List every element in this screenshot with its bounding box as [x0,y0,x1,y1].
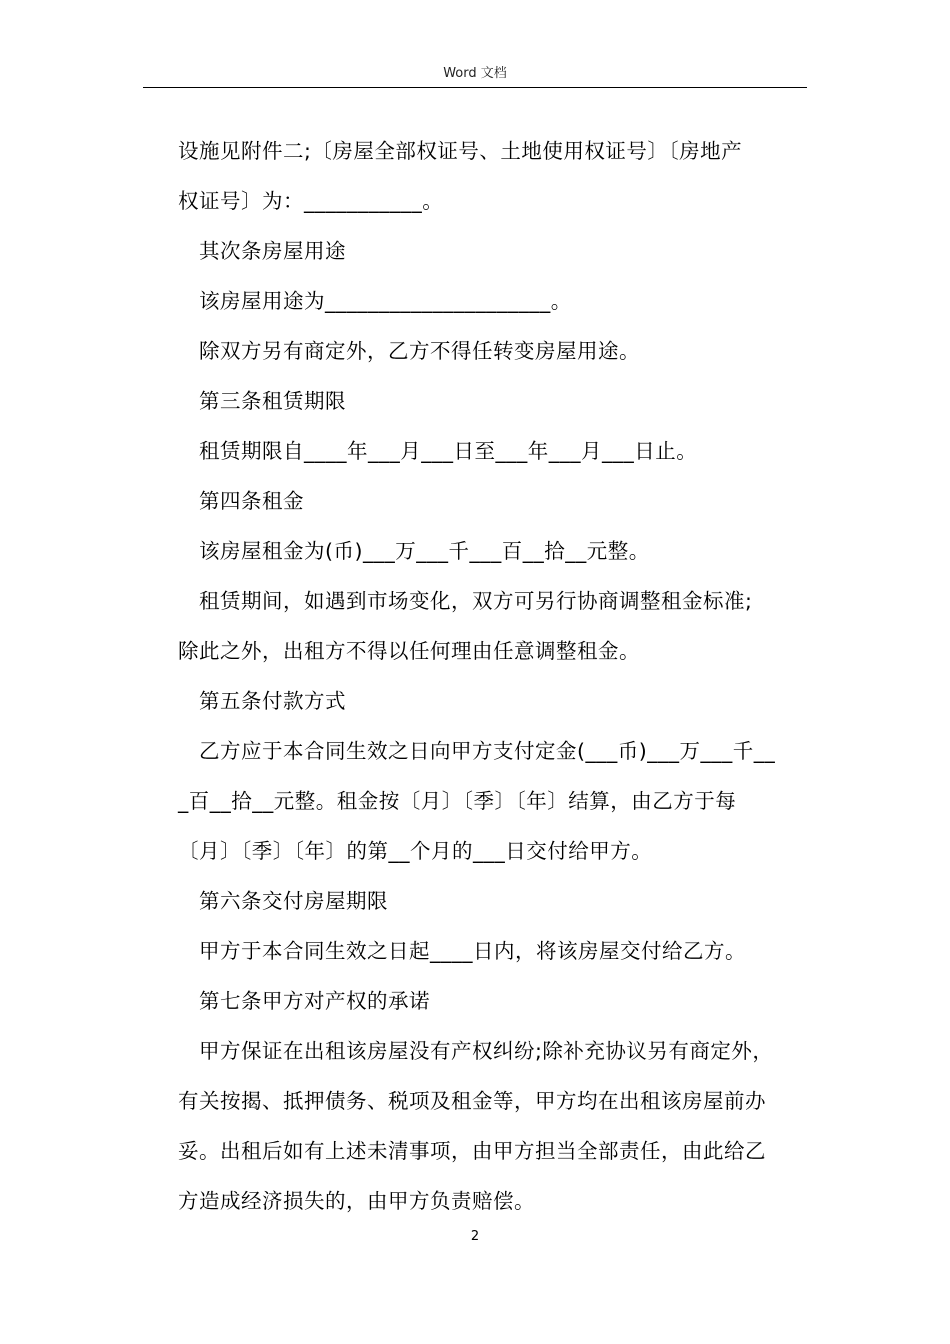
page-header-title: Word 文档 [443,66,507,81]
text-line: 〔月〕〔季〕〔年〕的第__个月的___日交付给甲方。 [178,839,653,863]
section-heading: 其次条房屋用途 [199,239,346,263]
header-divider [143,87,807,88]
text-line: 除此之外，出租方不得以任何理由任意调整租金。 [178,639,640,663]
section-heading: 第六条交付房屋期限 [199,889,388,913]
paragraph: 甲方于本合同生效之日起____日内，将该房屋交付给乙方。 [199,939,746,963]
text-line: 设施见附件二;〔房屋全部权证号、土地使用权证号〕〔房地产 [178,139,743,163]
paragraph: 该房屋用途为_____________________。 [199,289,572,313]
paragraph [178,576,808,676]
text-line: 妥。出租后如有上述未清事项，由甲方担当全部责任，由此给乙 [178,1139,766,1163]
paragraph [178,1026,808,1226]
paragraph: 租赁期限自____年___月___日至___年___月___日止。 [199,439,698,463]
text-line: 甲方保证在出租该房屋没有产权纠纷;除补充协议另有商定外， [199,1039,774,1063]
section-heading: 第三条租赁期限 [199,389,346,413]
section-heading: 第五条付款方式 [199,689,346,713]
text-line: 租赁期间，如遇到市场变化，双方可另行协商调整租金标准; [199,589,753,613]
paragraph: 该房屋租金为(币)___万___千___百__拾__元整。 [199,539,650,563]
text-line: _百__拾__元整。租金按〔月〕〔季〕〔年〕结算，由乙方于每 [178,789,737,813]
page-number: 2 [470,1229,480,1244]
paragraph: 除双方另有商定外，乙方不得任转变房屋用途。 [199,339,640,363]
text-line: 权证号〕为：___________。 [178,189,444,213]
paragraph [178,126,808,226]
document-body [178,126,808,1226]
text-line: 有关按揭、抵押债务、税项及租金等，甲方均在出租该房屋前办 [178,1089,766,1113]
section-heading: 第四条租金 [199,489,304,513]
text-line: 方造成经济损失的，由甲方负责赔偿。 [178,1189,535,1213]
section-heading: 第七条甲方对产权的承诺 [199,989,430,1013]
paragraph [178,726,808,876]
text-line: 乙方应于本合同生效之日向甲方支付定金(___币)___万___千__ [199,739,776,763]
